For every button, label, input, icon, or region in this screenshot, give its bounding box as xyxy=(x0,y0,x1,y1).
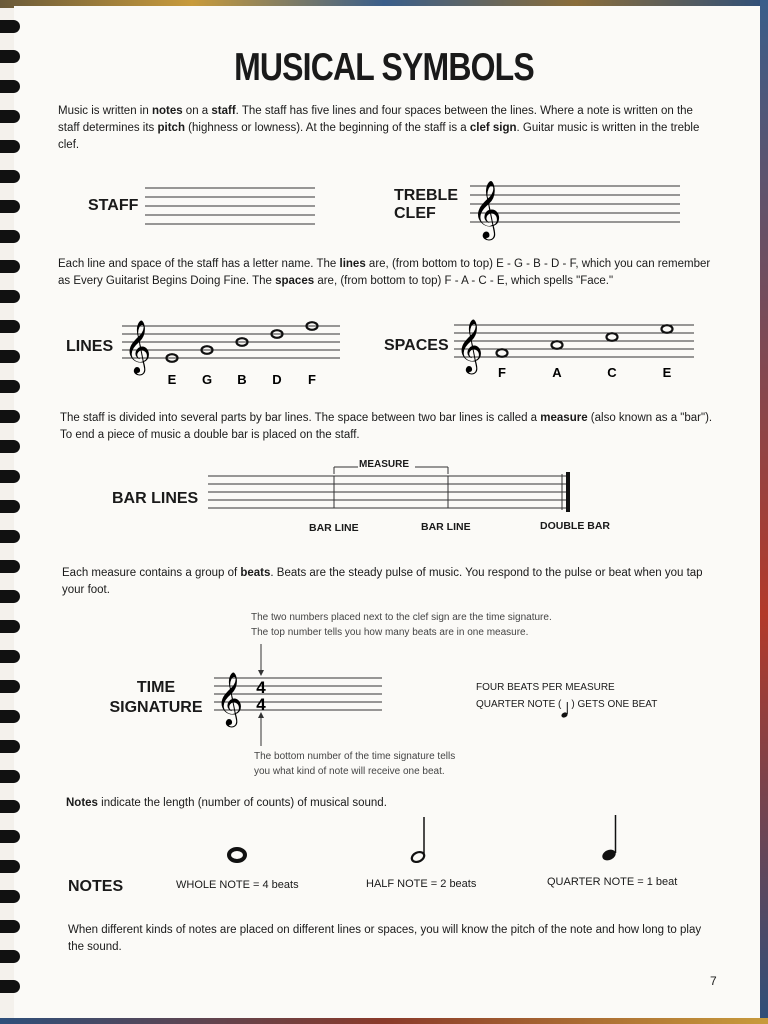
whole-note-icon xyxy=(226,846,250,866)
bar-line-label-2: BAR LINE xyxy=(421,521,471,533)
binding-ring xyxy=(0,200,20,213)
binding-ring xyxy=(0,890,20,903)
note-letter: E xyxy=(662,365,672,380)
binding-ring xyxy=(0,560,20,573)
spaces-label: SPACES xyxy=(384,337,449,354)
text: Music is written in xyxy=(58,105,152,117)
text: . Guitar music is written in the treble clef. xyxy=(58,122,700,151)
notes-paragraph xyxy=(66,795,666,812)
page-title: MUSICAL SYMBOLS xyxy=(234,46,534,89)
treble-clef-label xyxy=(394,187,458,223)
term-measure: measure xyxy=(540,412,588,424)
note-letter: F xyxy=(308,372,316,387)
binding-ring xyxy=(0,590,20,603)
term-notes: notes xyxy=(151,105,183,117)
bar-lines-diagram xyxy=(208,462,580,518)
binding-ring xyxy=(0,350,20,363)
note-letter: F xyxy=(498,365,506,380)
measure-label: MEASURE xyxy=(359,459,410,470)
binding-ring xyxy=(0,110,20,123)
term-pitch: pitch xyxy=(157,122,185,134)
text: (also known as a "bar"). To end a piece of music a double bar is placed on the staff. xyxy=(60,412,713,441)
whole-note xyxy=(662,325,673,333)
half-note-icon xyxy=(410,815,434,865)
lines-staff-diagram xyxy=(122,316,344,396)
whole-note xyxy=(552,341,563,349)
double-bar-label: DOUBLE BAR xyxy=(540,520,610,532)
binding-ring xyxy=(0,710,20,723)
text: . Beats are the steady pulse of music. You respond to the pulse or beat when you tap your foot. xyxy=(62,567,703,596)
time-signature-bottom: 4 xyxy=(256,695,266,714)
binding-ring xyxy=(0,20,20,33)
text: indicate the length (number of counts) of musical sound. xyxy=(97,797,387,809)
text: on a xyxy=(182,105,212,117)
binding-ring xyxy=(0,500,20,513)
four-beats-text: FOUR BEATS PER MEASURE xyxy=(476,682,615,693)
treble-clef-icon: 𝄞 xyxy=(124,319,152,373)
binding-ring xyxy=(0,740,20,753)
cover-edge-bottom xyxy=(0,1018,768,1024)
binding-ring xyxy=(0,140,20,153)
ts-label-line-1: TIME xyxy=(136,679,176,696)
page-number: 7 xyxy=(710,974,717,988)
note-letter: B xyxy=(237,372,247,387)
quarter-note-text: QUARTER NOTE = 1 beat xyxy=(547,876,678,888)
note-letter: A xyxy=(552,365,562,380)
time-signature-label xyxy=(106,678,206,718)
note-letter: E xyxy=(167,372,177,387)
term-lines: lines xyxy=(339,258,366,270)
treble-label-line-1: TREBLE xyxy=(394,187,458,204)
term-spaces: spaces xyxy=(275,275,315,287)
intro-paragraph xyxy=(58,103,708,154)
binding-ring xyxy=(0,290,20,303)
time-signature-note-bottom-2: you what kind of note will receive one beat. xyxy=(254,766,445,777)
binding-ring xyxy=(0,950,20,963)
term-clef-sign: clef sign xyxy=(469,122,517,134)
time-signature-note-top-1: The two numbers placed next to the clef sign are the time signature. xyxy=(251,612,552,623)
text: The staff is divided into several parts by bar lines. The space between two bar lines is called a xyxy=(60,412,541,424)
binding-ring xyxy=(0,530,20,543)
time-signature-note-top-2: The top number tells you how many beats are in one measure. xyxy=(251,627,529,638)
time-signature-note-bottom-1: The bottom number of the time signature tells xyxy=(254,751,456,762)
names-paragraph xyxy=(58,256,712,290)
note-letter: D xyxy=(272,372,282,387)
ts-label-line-2: SIGNATURE xyxy=(109,699,203,716)
closing-paragraph: When different kinds of notes are placed on different lines or spaces, you will know the pitch of the note and how long to play the sound. xyxy=(68,924,702,953)
treble-staff-diagram xyxy=(470,180,682,236)
time-signature-diagram xyxy=(214,642,386,752)
binding-ring xyxy=(0,50,20,63)
binding-ring xyxy=(0,980,20,993)
binding-ring xyxy=(0,230,20,243)
binding-ring xyxy=(0,470,20,483)
binding-ring xyxy=(0,260,20,273)
bar-lines-label: BAR LINES xyxy=(112,490,199,507)
note-letter: C xyxy=(607,365,617,380)
quarter-note-icon xyxy=(600,813,624,863)
binding-ring xyxy=(0,800,20,813)
term-staff: staff xyxy=(211,105,236,117)
binding-ring xyxy=(0,320,20,333)
binding-ring xyxy=(0,680,20,693)
binding-ring xyxy=(0,410,20,423)
binding-ring xyxy=(0,440,20,453)
treble-clef-icon: 𝄞 xyxy=(216,671,244,725)
text: . The staff has five lines and four spaces between the lines. Where a note is written on the staff determines its xyxy=(58,105,693,134)
bars-paragraph xyxy=(60,410,714,444)
staff-diagram xyxy=(145,186,317,226)
term-notes: Notes xyxy=(66,797,98,809)
notes-label: NOTES xyxy=(68,878,124,895)
note-letter: G xyxy=(201,372,213,387)
binding-ring xyxy=(0,80,20,93)
staff-label: STAFF xyxy=(88,197,139,214)
spiral-binding xyxy=(0,20,22,1010)
binding-ring xyxy=(0,860,20,873)
time-signature-top: 4 xyxy=(256,678,266,697)
lines-label: LINES xyxy=(66,338,114,355)
text: Each measure contains a group of xyxy=(62,567,241,579)
binding-ring xyxy=(0,170,20,183)
whole-note-text: WHOLE NOTE = 4 beats xyxy=(176,879,299,891)
term-beats: beats xyxy=(240,567,271,579)
cover-edge-right xyxy=(760,0,768,1024)
treble-clef-icon: 𝄞 xyxy=(472,180,502,238)
binding-ring xyxy=(0,650,20,663)
whole-note xyxy=(607,333,618,341)
whole-note xyxy=(497,349,508,357)
half-note-text: HALF NOTE = 2 beats xyxy=(366,878,477,890)
text: are, (from bottom to top) E - G - B - D - F, which you can remember as Every Guitarist Begins Doing Fine. The xyxy=(58,258,711,287)
binding-ring xyxy=(0,770,20,783)
treble-label-line-2: CLEF xyxy=(394,205,436,222)
text: Each line and space of the staff has a letter name. The xyxy=(58,258,340,270)
text: (highness or lowness). At the beginning of the staff is a xyxy=(184,122,470,134)
binding-ring xyxy=(0,620,20,633)
text: are, (from bottom to top) F - A - C - E, which spells "Face." xyxy=(314,275,614,287)
beats-paragraph xyxy=(62,565,714,599)
treble-clef-icon: 𝄞 xyxy=(456,318,484,372)
binding-ring xyxy=(0,920,20,933)
binding-ring xyxy=(0,380,20,393)
spaces-staff-diagram xyxy=(454,315,698,395)
binding-ring xyxy=(0,830,20,843)
bar-line-label-1: BAR LINE xyxy=(309,522,359,534)
text: QUARTER NOTE ( xyxy=(476,699,562,710)
text: ) GETS ONE BEAT xyxy=(571,699,658,710)
double-bar-mark xyxy=(566,472,570,512)
quarter-gets-one-beat xyxy=(476,699,657,710)
